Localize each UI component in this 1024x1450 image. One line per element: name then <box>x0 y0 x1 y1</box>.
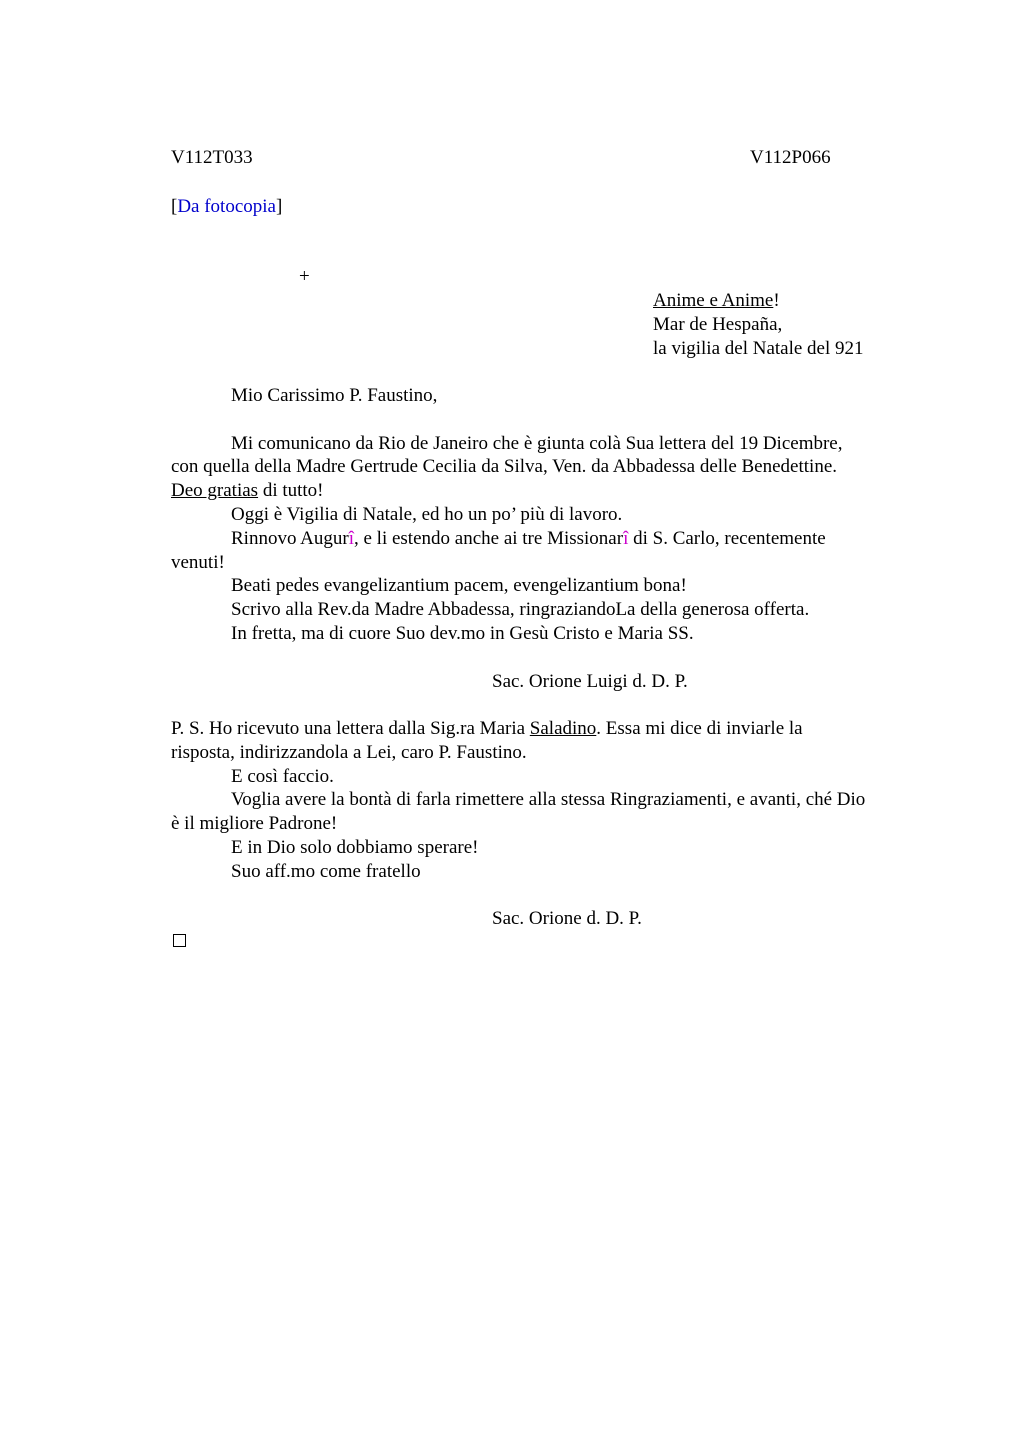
right-archive-code: V112P066 <box>750 147 831 168</box>
source-note <box>171 195 282 219</box>
body-line: Beati pedes evangelizantium pacem, evengelizantium bona! <box>231 575 687 596</box>
marked-letter: î <box>348 528 354 549</box>
motto-punct: ! <box>773 290 780 311</box>
postscript-line <box>171 717 803 741</box>
dateline-place: Mar de Hespaña, <box>653 314 783 335</box>
dateline-motto <box>653 289 780 313</box>
body-line: In fretta, ma di cuore Suo dev.mo in Gesù Cristo e Maria SS. <box>231 623 694 644</box>
motto-text: Anime e Anime <box>653 290 774 311</box>
signature-first: Sac. Orione Luigi d. D. P. <box>492 671 688 692</box>
body-text: di tutto! <box>258 480 324 501</box>
cross-symbol: + <box>299 266 310 287</box>
bracket-close: ] <box>275 196 283 217</box>
postscript-line: risposta, indirizzandola a Lei, caro P. Faustino. <box>171 742 527 763</box>
postscript-line: E in Dio solo dobbiamo sperare! <box>231 837 479 858</box>
body-text: Rinnovo Augur <box>231 528 349 549</box>
body-line: Mi comunicano da Rio de Janeiro che è giunta colà Sua lettera del 19 Dicembre, <box>231 433 843 454</box>
postscript-line: Voglia avere la bontà di farla rimettere alla stessa Ringraziamenti, e avanti, ché Dio <box>231 789 866 810</box>
checkbox-square-icon <box>173 934 186 947</box>
left-archive-code: V112T033 <box>171 147 253 168</box>
body-line: con quella della Madre Gertrude Cecilia da Silva, Ven. da Abbadessa delle Benedettine. <box>171 456 838 477</box>
postscript-line: E così faccio. <box>231 766 334 787</box>
signature-second: Sac. Orione d. D. P. <box>492 908 642 929</box>
body-line <box>231 527 826 551</box>
saladino-underlined: Saladino <box>529 718 597 739</box>
body-text: P. S. Ho ricevuto una lettera dalla Sig.ra Maria <box>171 718 530 739</box>
source-note-text: Da fotocopia <box>177 196 276 217</box>
bracket-open: [ <box>171 196 178 217</box>
body-text: , e li estendo anche ai tre Missionar <box>353 528 624 549</box>
body-line: Scrivo alla Rev.da Madre Abbadessa, ringraziandoLa della generosa offerta. <box>231 599 810 620</box>
marked-letter: î <box>623 528 629 549</box>
postscript-line: è il migliore Padrone! <box>171 813 338 834</box>
dateline-date: la vigilia del Natale del 921 <box>653 338 864 359</box>
body-line: venuti! <box>171 552 225 573</box>
postscript-line: Suo aff.mo come fratello <box>231 861 421 882</box>
deo-gratias-underlined: Deo gratias <box>171 480 259 501</box>
body-text: di S. Carlo, recentemente <box>628 528 826 549</box>
body-text: . Essa mi dice di inviarle la <box>596 718 803 739</box>
body-line <box>171 479 324 503</box>
body-line: Oggi è Vigilia di Natale, ed ho un po’ più di lavoro. <box>231 504 623 525</box>
greeting: Mio Carissimo P. Faustino, <box>231 385 438 406</box>
